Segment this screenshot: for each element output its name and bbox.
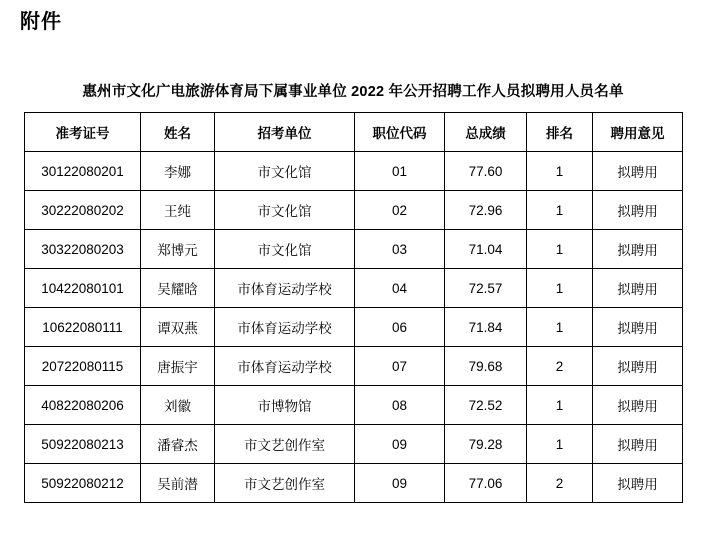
table-row — [25, 386, 683, 425]
cell-unit: 市体育运动学校 — [215, 347, 355, 386]
cell-name: 刘徽 — [141, 386, 215, 425]
cell-exam-number: 30222080202 — [25, 191, 141, 230]
cell-decision: 拟聘用 — [593, 386, 683, 425]
column-header-rank: 排名 — [527, 113, 593, 152]
cell-total-score: 72.57 — [445, 269, 527, 308]
cell-position-code: 04 — [355, 269, 445, 308]
cell-unit: 市文艺创作室 — [215, 425, 355, 464]
cell-decision: 拟聘用 — [593, 230, 683, 269]
cell-unit: 市体育运动学校 — [215, 308, 355, 347]
table-row — [25, 347, 683, 386]
table-row — [25, 425, 683, 464]
cell-rank: 2 — [527, 464, 593, 503]
cell-exam-number: 30322080203 — [25, 230, 141, 269]
table-row — [25, 308, 683, 347]
column-header-total-score: 总成绩 — [445, 113, 527, 152]
cell-total-score: 71.04 — [445, 230, 527, 269]
cell-total-score: 72.52 — [445, 386, 527, 425]
cell-decision: 拟聘用 — [593, 308, 683, 347]
cell-unit: 市文艺创作室 — [215, 464, 355, 503]
cell-exam-number: 10422080101 — [25, 269, 141, 308]
cell-unit: 市体育运动学校 — [215, 269, 355, 308]
cell-decision: 拟聘用 — [593, 152, 683, 191]
cell-total-score: 79.28 — [445, 425, 527, 464]
cell-unit: 市博物馆 — [215, 386, 355, 425]
cell-decision: 拟聘用 — [593, 269, 683, 308]
cell-rank: 1 — [527, 425, 593, 464]
table-row — [25, 152, 683, 191]
cell-name: 王纯 — [141, 191, 215, 230]
cell-position-code: 03 — [355, 230, 445, 269]
cell-rank: 1 — [527, 386, 593, 425]
cell-decision: 拟聘用 — [593, 464, 683, 503]
cell-decision: 拟聘用 — [593, 191, 683, 230]
table-row — [25, 230, 683, 269]
cell-unit: 市文化馆 — [215, 230, 355, 269]
cell-position-code: 08 — [355, 386, 445, 425]
cell-total-score: 71.84 — [445, 308, 527, 347]
cell-total-score: 72.96 — [445, 191, 527, 230]
table-body — [25, 152, 683, 503]
cell-exam-number: 40822080206 — [25, 386, 141, 425]
cell-position-code: 01 — [355, 152, 445, 191]
column-header-name: 姓名 — [141, 113, 215, 152]
cell-exam-number: 50922080212 — [25, 464, 141, 503]
table-row — [25, 191, 683, 230]
table-header-row — [25, 113, 683, 152]
cell-position-code: 07 — [355, 347, 445, 386]
cell-name: 吴耀晗 — [141, 269, 215, 308]
cell-rank: 1 — [527, 230, 593, 269]
cell-total-score: 77.06 — [445, 464, 527, 503]
cell-name: 谭双燕 — [141, 308, 215, 347]
cell-decision: 拟聘用 — [593, 347, 683, 386]
cell-position-code: 06 — [355, 308, 445, 347]
cell-rank: 1 — [527, 269, 593, 308]
cell-position-code: 09 — [355, 464, 445, 503]
applicants-table — [24, 112, 683, 503]
column-header-decision: 聘用意见 — [593, 113, 683, 152]
cell-total-score: 79.68 — [445, 347, 527, 386]
cell-total-score: 77.60 — [445, 152, 527, 191]
cell-decision: 拟聘用 — [593, 425, 683, 464]
cell-unit: 市文化馆 — [215, 191, 355, 230]
cell-unit: 市文化馆 — [215, 152, 355, 191]
cell-rank: 2 — [527, 347, 593, 386]
cell-exam-number: 50922080213 — [25, 425, 141, 464]
table-row — [25, 269, 683, 308]
cell-name: 唐振宇 — [141, 347, 215, 386]
table-row — [25, 464, 683, 503]
cell-position-code: 09 — [355, 425, 445, 464]
cell-exam-number: 10622080111 — [25, 308, 141, 347]
cell-name: 吴前潜 — [141, 464, 215, 503]
table-container — [24, 112, 682, 503]
table-title: 惠州市文化广电旅游体育局下属事业单位 2022 年公开招聘工作人员拟聘用人员名单 — [82, 84, 624, 100]
cell-rank: 1 — [527, 152, 593, 191]
column-header-unit: 招考单位 — [215, 113, 355, 152]
cell-rank: 1 — [527, 191, 593, 230]
cell-name: 郑博元 — [141, 230, 215, 269]
page-title: 附件 — [20, 11, 62, 33]
cell-exam-number: 30122080201 — [25, 152, 141, 191]
cell-exam-number: 20722080115 — [25, 347, 141, 386]
column-header-exam-number: 准考证号 — [25, 113, 141, 152]
cell-rank: 1 — [527, 308, 593, 347]
cell-position-code: 02 — [355, 191, 445, 230]
cell-name: 李娜 — [141, 152, 215, 191]
column-header-position-code: 职位代码 — [355, 113, 445, 152]
cell-name: 潘睿杰 — [141, 425, 215, 464]
